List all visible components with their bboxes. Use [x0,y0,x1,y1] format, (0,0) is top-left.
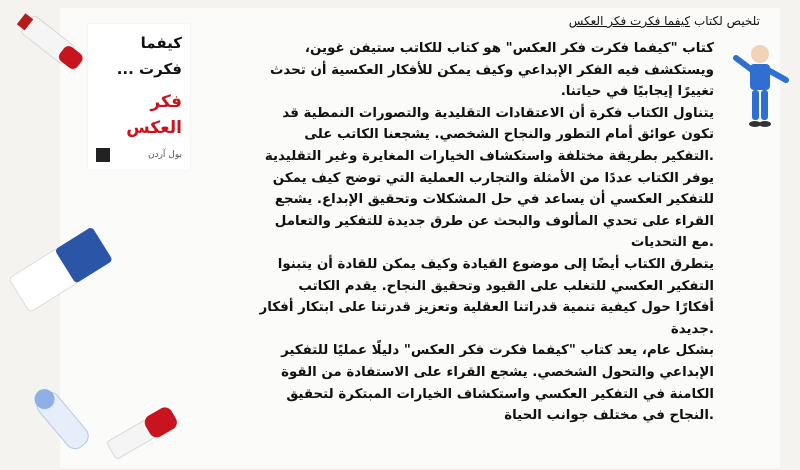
text-line: .جديدة [670,321,714,337]
text-line: يتناول الكتاب فكرة أن الاعتقادات التقليدية والتصورات النمطية قد [282,105,714,121]
text-line: يوفر الكتاب عددًا من الأمثلة والتجارب العملية التي توضح كيف يمكن [272,170,714,186]
page-title [360,14,760,28]
text-line: .النجاح في مختلف جوانب الحياة [504,408,714,424]
blue-marker-icon [10,380,120,470]
book-cover-author: بول آردن [147,150,182,160]
book-cover [88,24,190,170]
text-line: التفكير العكسي للتغلب على القيود وتحقيق النجاح. يقدم الكاتب [298,278,714,294]
red-marker-icon [0,0,90,90]
text-line: ويستكشف فيه الفكر الإبداعي وكيف يمكن للأفكار العكسية أن تحدث [269,62,714,78]
person-presenting-icon [728,40,800,130]
text-line: كتاب "كيفما فكرت فكر العكس" هو كتاب للكاتب ستيفن غوين، [304,41,714,56]
title-book-name: كيفما فكرت فكر العكس [568,14,691,28]
text-line: يتطرق الكتاب أيضًا إلى موضوع القيادة وكيف يمكن للقادة أن يتبنوا [277,256,714,272]
text-line: .التفكير بطريقة مختلفة واستكشاف الخيارات المغايرة وغير التقليدية [264,148,714,164]
text-line: القراء على تحدي المألوف والبحث عن طرق جديدة للتفكير والتعامل [274,213,714,229]
text-line: تكون عوائق أمام التطور والنجاح الشخصي. يشجعنا الكاتب على [304,127,714,143]
title-prefix: تلخيص لكتاب [690,14,760,28]
text-line: الكامنة في التفكير العكسي واستكشاف الخيارات المبتكرة لتحقيق [286,386,714,402]
book-cover-line2: فكرت ... [116,60,182,78]
book-cover-line1: كيفما [140,34,182,52]
text-line: أفكارًا حول كيفية تنمية قدراتنا العقلية وتعزيز قدرتنا على ابتكار أفكار [259,300,714,316]
text-line: تغييرًا إيجابيًا في حياتنا. [560,84,714,100]
book-cover-line4: العكس [126,118,182,138]
text-line: للتفكير العكسي أن يساعد في حل المشكلات وتحقيق الإبداع. يشجع [274,192,714,208]
eraser-icon [0,200,120,340]
publisher-logo-icon [96,148,110,162]
text-line: الإبداعي والتحول الشخصي. يشجع القراء على الاستفادة من القوة [281,364,714,380]
book-cover-line3: فكر [150,92,182,112]
summary-text [210,38,714,427]
text-line: بشكل عام، يعد كتاب "كيفما فكرت فكر العكس" دليلًا عمليًا للتفكير [281,343,714,359]
text-line: .مع التحديات [630,235,714,251]
